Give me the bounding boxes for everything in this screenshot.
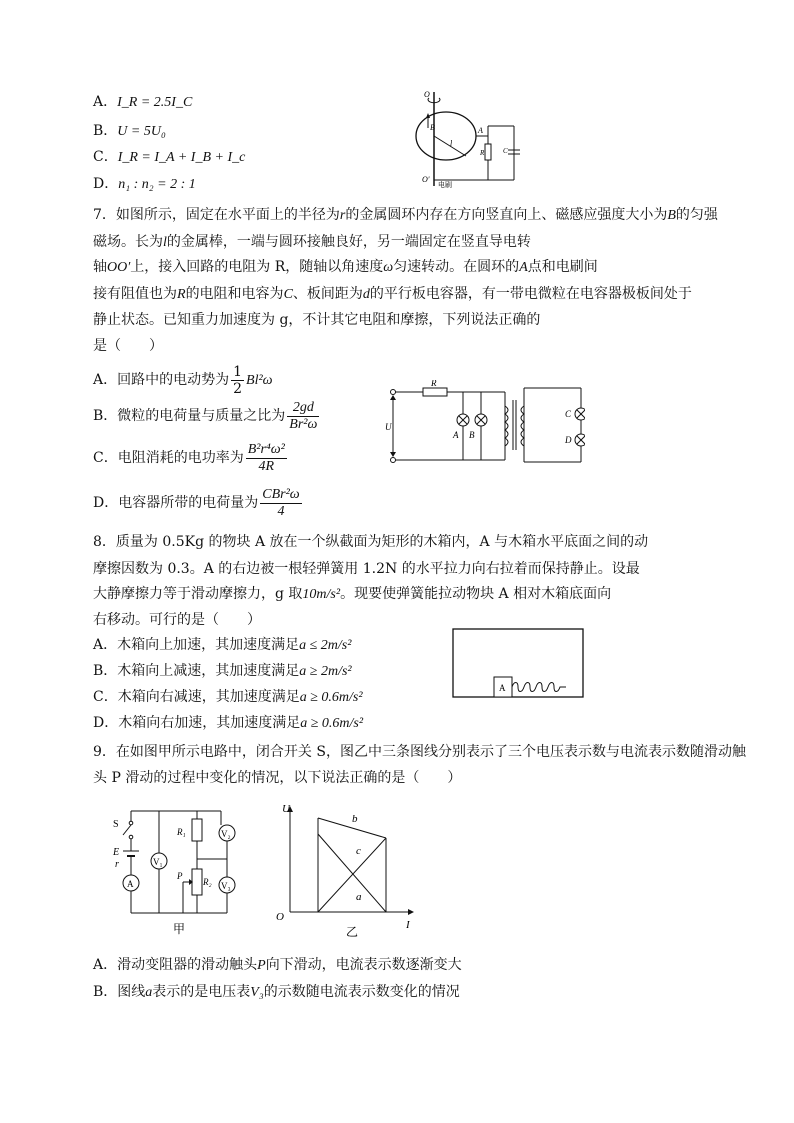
q8-option-a: A．木箱向上加速，其加速度满足a ≤ 2m/s² bbox=[93, 637, 352, 653]
q9-graph-label-a: a bbox=[356, 891, 362, 903]
q7-figure-transformer-circuit bbox=[385, 380, 585, 465]
q7-fig-label-C: C bbox=[565, 409, 572, 419]
q7-fig-label-R: R bbox=[431, 380, 437, 388]
q6-fig-label-brush: 电刷 bbox=[438, 181, 452, 188]
q9-graph-label-U: U bbox=[282, 803, 290, 815]
q9-graph-label-I: I bbox=[406, 919, 410, 931]
q6-fig-label-A: A bbox=[478, 126, 483, 135]
q7-option-b: B．微粒的电荷量与质量之比为 $\frac{2gd}{\text{Br²ω}}$ bbox=[93, 399, 318, 432]
q9-fig-label-ammeter-A: A bbox=[127, 879, 134, 889]
q6-option-a: A．I_R = 2.5I_C bbox=[93, 94, 193, 110]
q9-line-2: 头 P 滑动的过程中变化的情况，以下说法正确的是（ ） bbox=[93, 770, 462, 786]
q7-option-d: D．电容器所带的电荷量为 $\frac{\text{CBr²ω}}{4}$ bbox=[93, 486, 300, 519]
q6-option-d: D．n₁ : n₂ = 2 : 1 bbox=[93, 176, 196, 192]
q8-figure-box-spring bbox=[452, 628, 586, 700]
q7-line-4: 接有阻值也为R的电阻和电容为C、板间距为d的平行板电容器，有一带电微粒在电容器极板间处于 bbox=[93, 286, 692, 302]
q6-fig-label-O-prime: O' bbox=[422, 175, 430, 184]
q7-line-3: 轴OO′上，接入回路的电阻为 R，随轴以角速度ω匀速转动。在圆环的A点和电刷间 bbox=[93, 259, 598, 275]
q7-line-2: 磁场。长为l的金属棒，一端与圆环接触良好，另一端固定在竖直导电转 bbox=[93, 234, 531, 250]
q7-line-5: 静止状态。已知重力加速度为 g，不计其它电阻和摩擦，下列说法正确的 bbox=[93, 312, 541, 328]
q9-fig-label-S: S bbox=[113, 819, 119, 830]
q7-option-a: A．回路中的电动势为 $\frac{1}{2}$ Bl²ω bbox=[93, 363, 273, 397]
q8-option-c: C．木箱向右减速，其加速度满足a ≥ 0.6m/s² bbox=[93, 689, 363, 705]
q9-graph-label-b: b bbox=[352, 813, 358, 825]
q7-fig-label-B: B bbox=[469, 430, 475, 440]
q8-fig-label-block-A: A bbox=[499, 683, 506, 693]
q7-fig-label-U: U bbox=[385, 422, 392, 432]
q9-fig-label-r: r bbox=[115, 859, 119, 870]
q6-fig-label-l: l bbox=[450, 139, 453, 148]
q9-fig-label-P: P bbox=[177, 871, 183, 881]
q9-fig-label-R1: R₁ bbox=[177, 827, 186, 837]
q9-fig-label-E: E bbox=[113, 847, 120, 858]
q8-line-2: 摩擦因数为 0.3。A 的右边被一根轻弹簧用 1.2N 的水平拉力向右拉着而保持静止。设最 bbox=[93, 561, 640, 577]
q9-fig-caption-jia: 甲 bbox=[173, 922, 186, 936]
q7-option-c: C．电阻消耗的电功率为 $\frac{\text{B²r⁴ω²}}{4R}$ bbox=[93, 441, 285, 474]
q6-option-c: C．I_R = I_A + I_B + I_c bbox=[93, 149, 246, 165]
q9-graph-label-c: c bbox=[356, 845, 361, 857]
q6-option-b: B．U = 5U₀ bbox=[93, 123, 166, 139]
q9-fig-label-V2: V₂ bbox=[221, 829, 231, 839]
q8-line-4: 右移动。可行的是（ ） bbox=[93, 612, 261, 628]
q9-figure-yi-graph bbox=[270, 800, 420, 940]
q9-figure-jia-circuit bbox=[103, 803, 243, 938]
q8-line-1: 8．质量为 0.5Kg 的物块 A 放在一个纵截面为矩形的木箱内，A 与木箱水平底面之间的动 bbox=[93, 534, 649, 550]
q6-fig-label-O: O bbox=[424, 90, 430, 99]
q6-fig-label-B: B bbox=[430, 123, 435, 132]
q9-option-b: B．图线a表示的是电压表V₃的示数随电流表示数变化的情况 bbox=[93, 984, 460, 1000]
q8-option-b: B．木箱向上减速，其加速度满足a ≥ 2m/s² bbox=[93, 663, 352, 679]
q7-line-1: 7．如图所示，固定在水平面上的半径为r的金属圆环内存在方向竖直向上、磁感应强度大小为B的匀强 bbox=[93, 207, 718, 223]
q7-line-6: 是（ ） bbox=[93, 338, 163, 354]
q9-option-a: A．滑动变阻器的滑动触头P向下滑动，电流表示数逐渐变大 bbox=[93, 957, 462, 973]
q9-fig-caption-yi: 乙 bbox=[346, 925, 359, 939]
q9-fig-label-V3: V₃ bbox=[221, 881, 231, 891]
q8-line-3: 大静摩擦力等于滑动摩擦力，g 取10m/s²。现要使弹簧能拉动物块 A 相对木箱底面向 bbox=[93, 586, 612, 602]
q9-line-1: 9．在如图甲所示电路中，闭合开关 S，图乙中三条图线分别表示了三个电压表示数与电流表示数随滑动触 bbox=[93, 744, 746, 760]
q9-graph-label-O: O bbox=[276, 911, 284, 923]
q9-fig-label-V1: V₁ bbox=[153, 857, 163, 867]
q8-option-d: D．木箱向右加速，其加速度满足a ≥ 0.6m/s² bbox=[93, 715, 364, 731]
q6-fig-label-C: C bbox=[503, 147, 508, 155]
q7-fig-label-A: A bbox=[453, 430, 459, 440]
q7-fig-label-D: D bbox=[565, 435, 572, 445]
q9-fig-label-R2: R₂ bbox=[203, 877, 212, 887]
q6-fig-label-R: R bbox=[480, 149, 485, 157]
q6-figure-ring-circuit bbox=[408, 88, 528, 188]
